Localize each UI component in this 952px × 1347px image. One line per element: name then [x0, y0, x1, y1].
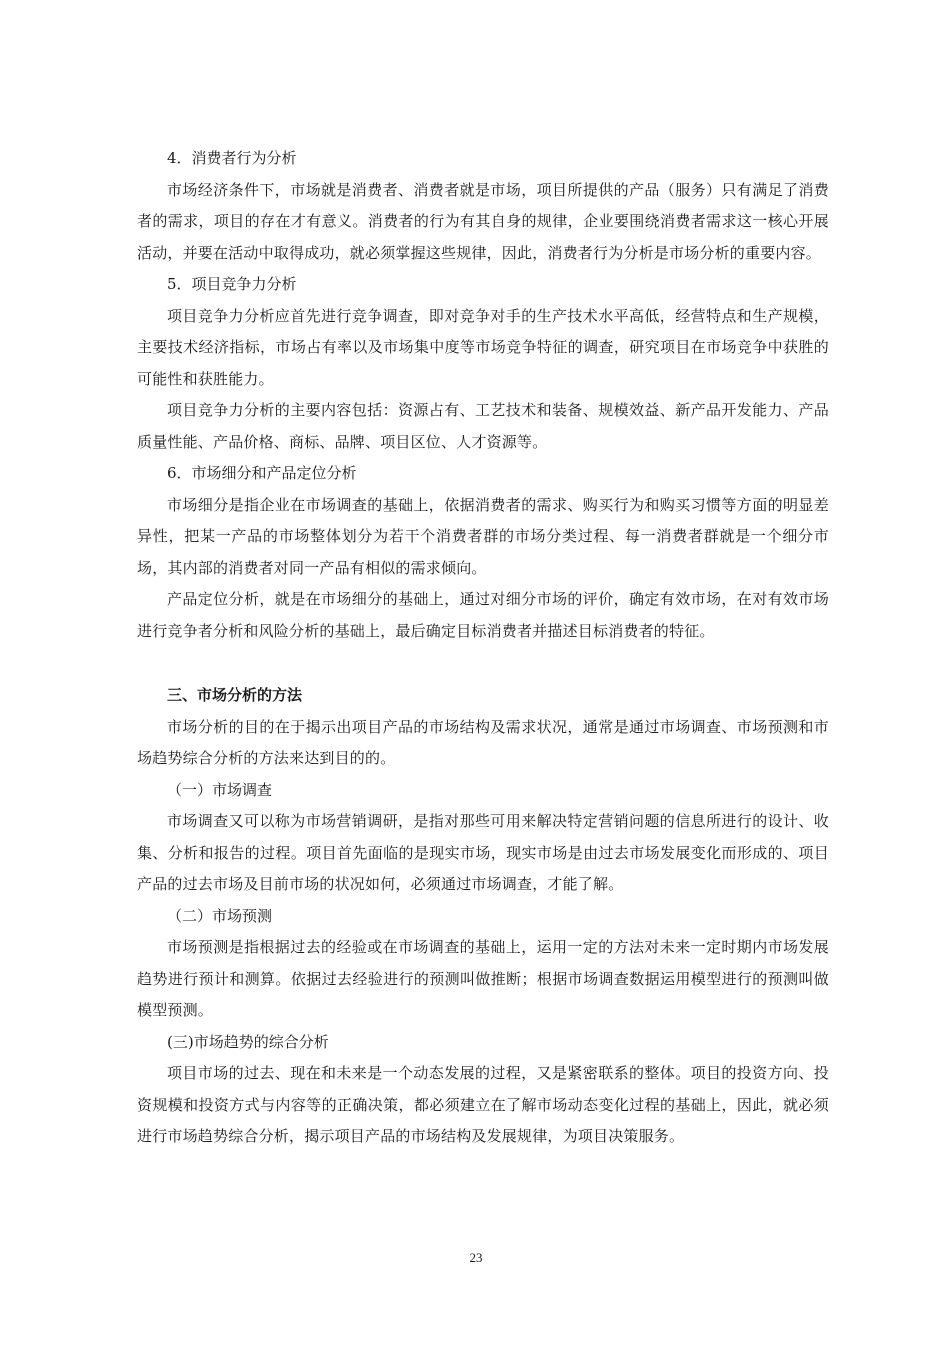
- subheading-trend-analysis: (三)市场趋势的综合分析: [167, 1032, 329, 1051]
- page-number: 23: [469, 1250, 483, 1265]
- subheading-segmentation: 6．市场细分和产品定位分析: [167, 464, 357, 482]
- paragraph: 市场经济条件下，市场就是消费者、消费者就是市场，项目所提供的产品（服务）只有满足了消费者的需求，项目的存在才有意义。消费者的行为有其自身的规律，企业要围绕消费者需求这一核心开展活动，并要在活动中取得成功，就必须掌握这些规律，因此，消费者行为分析是市场分析的重要内容。: [137, 180, 829, 262]
- page-content: [137, 143, 829, 1153]
- paragraph: 市场调查又可以称为市场营销调研，是指对那些可用来解决特定营销问题的信息所进行的设计、收集、分析和报告的过程。项目首先面临的是现实市场，现实市场是由过去市场发展变化而形成的、项目产品的过去市场及目前市场的状况如何，必须通过市场调查，才能了解。: [137, 812, 829, 893]
- paragraph: 市场分析的目的在于揭示出项目产品的市场结构及需求状况，通常是通过市场调查、市场预测和市场趋势综合分析的方法来达到目的的。: [137, 717, 829, 767]
- subheading-consumer-behavior: 4．消费者行为分析: [167, 149, 297, 167]
- paragraph: 产品定位分析，就是在市场细分的基础上，通过对细分市场的评价，确定有效市场，在对有效市场进行竞争者分析和风险分析的基础上，最后确定目标消费者并描述目标消费者的特征。: [137, 590, 829, 640]
- subheading-market-forecast: （二）市场预测: [167, 906, 273, 925]
- section-heading-methods: 三、市场分析的方法: [167, 686, 303, 704]
- paragraph: 市场预测是指根据过去的经验或在市场调查的基础上，运用一定的方法对未来一定时期内市场发展趋势进行预计和测算。依据过去经验进行的预测叫做推断；根据市场调查数据运用模型进行的预测叫做模型预测。: [137, 938, 829, 1019]
- paragraph: 项目竞争力分析应首先进行竞争调查，即对竞争对手的生产技术水平高低，经营特点和生产规模，主要技术经济指标，市场占有率以及市场集中度等市场竞争特征的调查，研究项目在市场竞争中获胜的可能性和获胜能力。: [137, 306, 829, 388]
- subheading-market-survey: （一）市场调查: [167, 780, 273, 799]
- subheading-competitiveness: 5．项目竞争力分析: [167, 275, 297, 293]
- paragraph: 项目竞争力分析的主要内容包括：资源占有、工艺技术和装备、规模效益、新产品开发能力、产品质量性能、产品价格、商标、品牌、项目区位、人才资源等。: [137, 401, 829, 451]
- paragraph: 项目市场的过去、现在和未来是一个动态发展的过程，又是紧密联系的整体。项目的投资方向、投资规模和投资方式与内容等的正确决策，都必须建立在了解市场动态变化过程的基础上，因此，就必须进行市场趋势综合分析，揭示项目产品的市场结构及发展规律，为项目决策服务。: [137, 1064, 829, 1145]
- paragraph: 市场细分是指企业在市场调查的基础上，依据消费者的需求、购买行为和购买习惯等方面的明显差异性，把某一产品的市场整体划分为若干个消费者群的市场分类过程、每一消费者群就是一个细分市场，其内部的消费者对同一产品有相似的需求倾向。: [137, 495, 829, 577]
